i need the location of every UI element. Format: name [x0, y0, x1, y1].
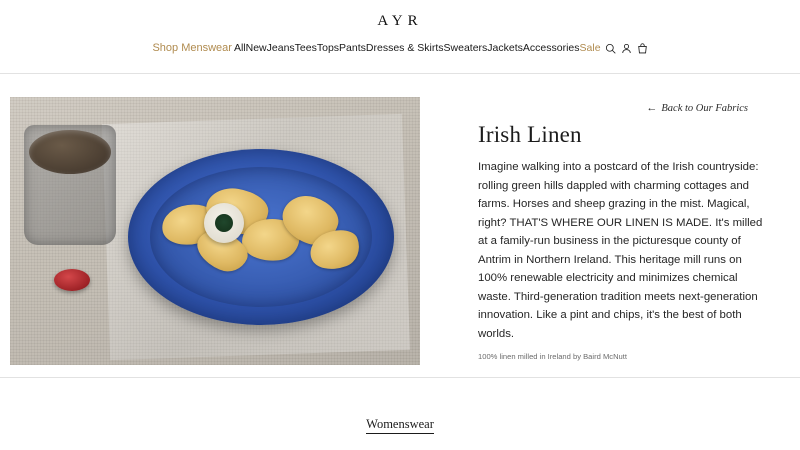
coaster — [204, 203, 244, 243]
nav-icon-group — [605, 43, 648, 54]
nav-item-sale[interactable]: Sale — [579, 42, 601, 54]
photo-background — [10, 97, 420, 365]
article-title: Irish Linen — [478, 122, 582, 147]
article-block — [478, 122, 768, 362]
pint-glass — [24, 125, 116, 245]
article-body: Imagine walking into a postcard of the Irish countryside: rolling green hills dappled with charming cottages and farms. Horses and sheep grazing in the mist. Magical, right? THAT'S WHERE OUR LINEN IS MADE. It's milled at a family-run business in the picturesque county of Antrim in Northern Ireland. This heritage mill runs on 100% renewable electricity and minimizes chemical waste. Third-generation tradition meets next-generation innovation. Like a pint and chips, it's the best of both worlds. — [478, 161, 763, 340]
womenswear-label: Womenswear — [366, 417, 434, 434]
nav-item-jackets[interactable]: Jackets — [487, 42, 523, 54]
site-logo[interactable]: AYR — [377, 13, 423, 29]
main-navigation — [0, 42, 800, 54]
header-divider — [0, 73, 800, 74]
account-icon[interactable] — [621, 43, 632, 54]
coaster-emblem — [215, 214, 233, 232]
article-caption: 100% linen milled in Ireland by Baird McNutt — [478, 352, 627, 361]
nav-item-accessories[interactable]: Accessories — [522, 42, 580, 54]
search-icon[interactable] — [605, 43, 616, 54]
nav-item-dresses-skirts[interactable]: Dresses & Skirts — [365, 42, 444, 54]
nav-item-tops[interactable]: Tops — [316, 42, 340, 54]
shop-menswear-link[interactable]: Shop Menswear — [152, 42, 232, 54]
nav-item-jeans[interactable]: Jeans — [266, 42, 295, 54]
stout-surface — [29, 130, 111, 174]
nav-item-sweaters[interactable]: Sweaters — [443, 42, 488, 54]
bottle-cap — [54, 269, 90, 291]
back-to-fabrics-link[interactable] — [646, 102, 748, 114]
nav-links — [234, 42, 601, 54]
womenswear-link[interactable] — [0, 417, 800, 432]
footer-divider — [0, 377, 800, 378]
bag-icon[interactable] — [637, 43, 648, 54]
nav-item-new[interactable]: New — [245, 42, 267, 54]
back-link-label: Back to Our Fabrics — [661, 102, 748, 114]
nav-item-all[interactable]: All — [233, 42, 246, 54]
hero-image — [10, 97, 420, 365]
left-arrow-icon: ← — [646, 102, 658, 114]
nav-item-pants[interactable]: Pants — [339, 42, 366, 54]
nav-item-tees[interactable]: Tees — [294, 42, 317, 54]
